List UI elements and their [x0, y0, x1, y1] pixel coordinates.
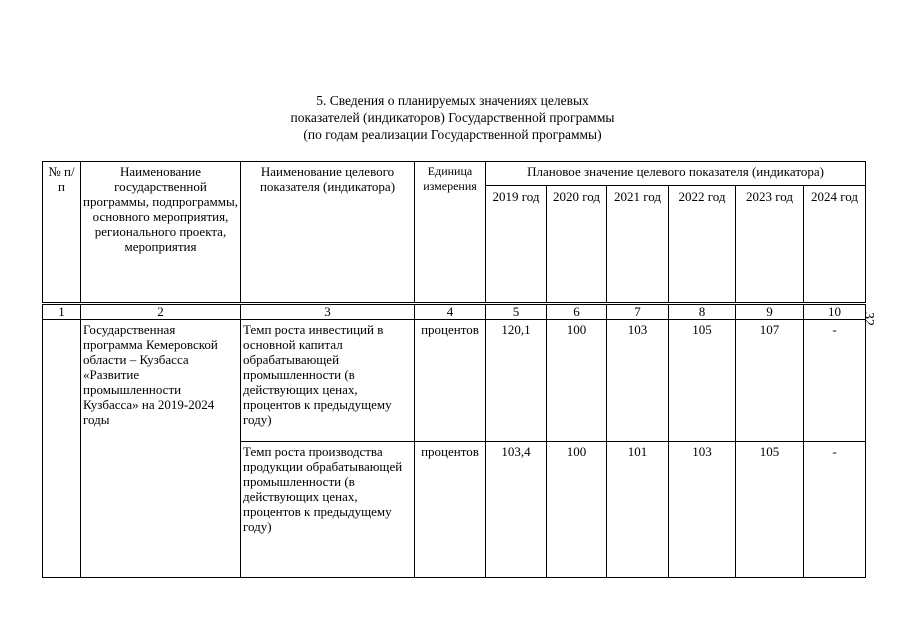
program-num: [43, 320, 81, 578]
title-line-2: показателей (индикаторов) Государственной программы: [290, 110, 615, 125]
title-line-3: (по годам реализации Государственной программы): [303, 127, 602, 142]
header-year-2023: 2023 год: [736, 186, 804, 304]
indicator-name: Темп роста производства продукции обрабатывающей промышленности (в действующих ценах, процентов к предыдущему году): [241, 442, 415, 578]
column-index: 9: [736, 304, 804, 320]
page-number: 32: [861, 312, 876, 326]
column-index: 10: [804, 304, 866, 320]
column-index: 1: [43, 304, 81, 320]
value-2024: -: [804, 320, 866, 442]
value-2021: 101: [607, 442, 669, 578]
value-2021: 103: [607, 320, 669, 442]
header-year-2020: 2020 год: [547, 186, 607, 304]
header-year-2019: 2019 год: [486, 186, 547, 304]
column-index: 7: [607, 304, 669, 320]
document-title: [0, 92, 905, 143]
value-2019: 103,4: [486, 442, 547, 578]
program-name: Государственная программа Кемеровской области – Кузбасса «Развитие промышленности Кузбасса» на 2019-2024 годы: [81, 320, 241, 578]
value-2022: 105: [669, 320, 736, 442]
value-2020: 100: [547, 320, 607, 442]
value-2023: 105: [736, 442, 804, 578]
title-line-1: 5. Сведения о планируемых значениях целевых: [316, 93, 589, 108]
header-indicator-name: Наименование целевого показателя (индикатора): [241, 162, 415, 304]
column-index: 3: [241, 304, 415, 320]
header-unit: Единица измерения: [415, 162, 486, 304]
value-2022: 103: [669, 442, 736, 578]
header-planned-value: Плановое значение целевого показателя (индикатора): [486, 162, 866, 186]
target-indicators-table: [42, 161, 866, 578]
header-year-2021: 2021 год: [607, 186, 669, 304]
indicator-name: Темп роста инвестиций в основной капитал обрабатывающей промышленности (в действующих ценах, процентов к предыдущему году): [241, 320, 415, 442]
column-index: 8: [669, 304, 736, 320]
column-index-row: [43, 304, 866, 320]
indicator-unit: процентов: [415, 320, 486, 442]
column-index: 2: [81, 304, 241, 320]
value-2019: 120,1: [486, 320, 547, 442]
column-index: 4: [415, 304, 486, 320]
header-year-2024: 2024 год: [804, 186, 866, 304]
header-year-2022: 2022 год: [669, 186, 736, 304]
value-2020: 100: [547, 442, 607, 578]
table-row: [43, 320, 866, 442]
value-2024: -: [804, 442, 866, 578]
indicator-unit: процентов: [415, 442, 486, 578]
header-num: № п/п: [43, 162, 81, 304]
header-program-name: Наименование государственной программы, подпрограммы, основного мероприятия, регионального проекта, мероприятия: [81, 162, 241, 304]
value-2023: 107: [736, 320, 804, 442]
column-index: 6: [547, 304, 607, 320]
column-index: 5: [486, 304, 547, 320]
